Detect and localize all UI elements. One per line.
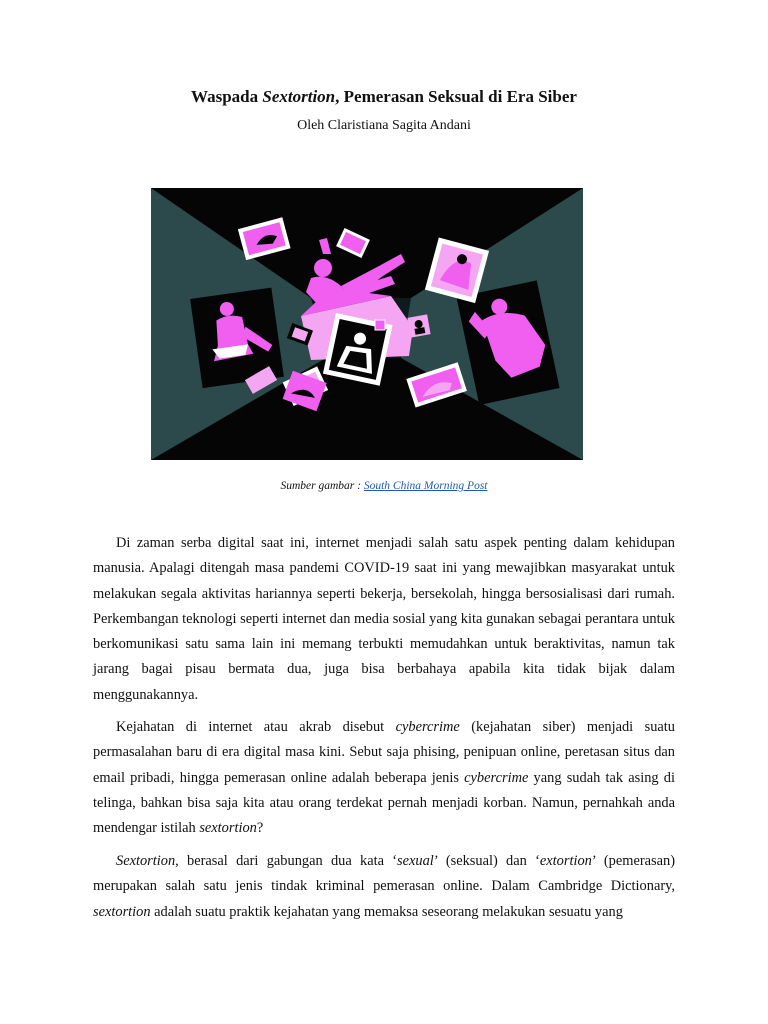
p2-text-e: yang sudah tak asing di telinga, bahkan bisa saja kita atau orang terdekat pernah menjadi korban. Namun, pernahkah anda mendengar istilah bbox=[93, 769, 675, 837]
p3-term-extortion: extortion bbox=[539, 853, 592, 869]
p3-text-f: ’ (pemerasan) merupakan salah satu jenis tindak kriminal pemerasan online. Dalam Cambridge Dictionary, bbox=[93, 853, 675, 895]
caption-source-link[interactable]: South China Morning Post bbox=[363, 480, 488, 492]
paragraph-2 bbox=[93, 715, 675, 841]
image-caption bbox=[0, 480, 768, 492]
p2-term-sextortion: sextortion bbox=[199, 820, 257, 837]
paragraph-3 bbox=[93, 849, 675, 925]
title-prefix: Waspada bbox=[191, 87, 263, 106]
p3-text-h: adalah suatu praktik kejahatan yang memaksa seseorang melakukan sesuatu yang bbox=[150, 903, 623, 920]
p3-term-sexual: sexual bbox=[397, 853, 434, 869]
p2-text-g: ? bbox=[256, 820, 264, 837]
p3-text-b: , berasal dari gabungan dua kata ‘ bbox=[175, 853, 398, 869]
illustration bbox=[151, 188, 583, 460]
p3-term-sextortion-2: sextortion bbox=[93, 903, 151, 920]
photo-small-right-dark bbox=[407, 314, 430, 337]
title-suffix: , Pemerasan Seksual di Era Siber bbox=[335, 87, 577, 106]
p3-text-d: ’ (seksual) dan ‘ bbox=[433, 853, 540, 869]
p3-term-sextortion: Sextortion bbox=[116, 853, 176, 869]
paragraph-1: Di zaman serba digital saat ini, internet menjadi salah satu aspek penting dalam kehidupan manusia. Apalagi ditengah masa pandemi COVID-19 saat ini yang mewajibkan masyarakat untuk melakukan segala aktivitas hariannya seperti bekerja, bersekolah, hingga bersosialisasi dari rumah. Perkembangan teknologi seperti internet dan media sosial yang kita gunakan sebagai perantara untuk berkomunikasi satu sama lain ini memang terbukti memudahkan untuk beraktivitas, namun tak jarang bagai pisau bermata dua, juga bisa berbahaya apabila kita tidak bijak dalam menggunakannya. bbox=[93, 535, 675, 703]
page-title bbox=[0, 87, 768, 107]
title-italic: Sextortion bbox=[262, 87, 336, 106]
p2-text-a: Kejahatan di internet atau akrab disebut bbox=[116, 719, 396, 735]
p2-text-c: (kejahatan siber) menjadi suatu permasalahan baru di era digital masa kini. Sebut saja phising, penipuan online, peretasan situs dan email pribadi, hingga pemerasan online adalah beberapa jenis bbox=[93, 719, 675, 786]
p2-term-cybercrime-2: cybercrime bbox=[464, 769, 529, 786]
p2-term-cybercrime: cybercrime bbox=[395, 719, 460, 735]
caption-label: Sumber gambar : bbox=[280, 480, 364, 492]
author-line: Oleh Claristiana Sagita Andani bbox=[297, 118, 471, 133]
photo-tiny-box bbox=[375, 320, 385, 330]
